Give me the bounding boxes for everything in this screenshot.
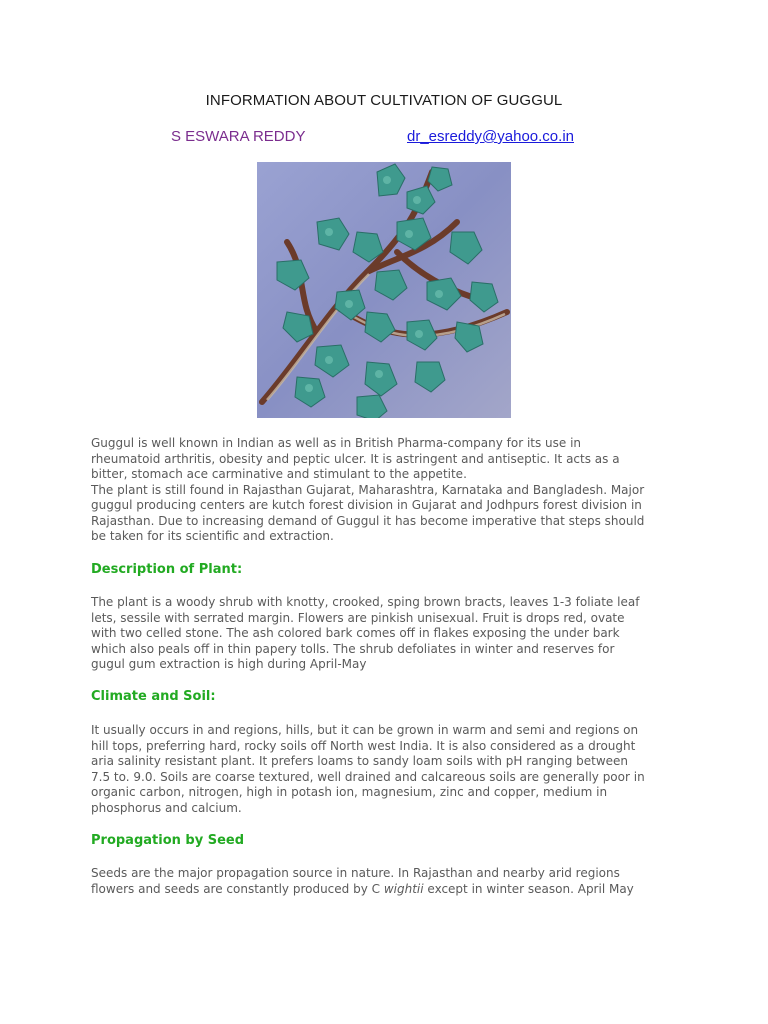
plant-illustration [257, 162, 511, 418]
document-title: INFORMATION ABOUT CULTIVATION OF GUGGUL [205, 92, 563, 109]
species-name: wightii [383, 881, 424, 896]
description-line: The plant is a woody shrub with knotty, crooked, sping brown bracts, leaves 1-3 foliate leaf [91, 595, 640, 609]
climate-line: 7.5 to. 9.0. Soils are coarse textured, well drained and calcareous soils are generally poor in [91, 769, 645, 784]
climate-line: phosphorus and calcium. [91, 800, 242, 815]
propagation-line: Seeds are the major propagation source in nature. In Rajasthan and nearby arid regions [91, 866, 620, 880]
intro-line: rheumatoid arthritis, obesity and peptic ulcer. It is astringent and antiseptic. It acts as a [91, 451, 620, 466]
climate-line: It usually occurs in and regions, hills, but it can be grown in warm and semi and regions on [91, 723, 639, 737]
intro-line: Rajasthan. Due to increasing demand of Guggul it has become imperative that steps should [91, 513, 645, 528]
section-heading-climate: Climate and Soil: [91, 689, 216, 704]
description-line: lets, sessile with serrated margin. Flowers are pinkish unisexual. Fruit is drops red, ovate [91, 610, 625, 625]
intro-line: bitter, stomach ace carminative and stimulant to the appetite. [91, 467, 467, 481]
climate-line: aria salinity resistant plant. It prefers loams to sandy loam soils with pH ranging between [91, 754, 629, 768]
description-line: which also peals off in thin papery tolls. The shrub defoliates in winter and reserves for [91, 641, 615, 656]
propagation-text: flowers and seeds are constantly produced by C [91, 881, 384, 896]
intro-line: Guggul is well known in Indian as well as in British Pharma-company for its use in [91, 436, 582, 450]
section-heading-description: Description of Plant: [91, 562, 243, 577]
guggul-plant-photo [257, 162, 511, 418]
climate-paragraph [91, 723, 691, 816]
section-heading-propagation: Propagation by Seed [91, 833, 245, 848]
description-line: gugul gum extraction is high during April-May [91, 657, 367, 671]
propagation-line [91, 882, 691, 898]
description-paragraph [91, 595, 691, 673]
description-line: with two celled stone. The ash colored bark comes off in flakes exposing the under bark [91, 626, 620, 640]
intro-line: guggul producing centers are kutch forest division in Gujarat and Jodhpurs forest division in [91, 498, 642, 512]
author-email-link[interactable]: dr_esreddy@yahoo.co.in [407, 128, 574, 145]
propagation-text: except in winter season. April May [423, 881, 634, 896]
propagation-paragraph [91, 866, 691, 897]
climate-line: hill tops, preferring hard, rocky soils off North west India. It is also considered as a drought [91, 738, 636, 753]
author-name: S ESWARA REDDY [171, 128, 306, 145]
intro-paragraph [91, 436, 691, 545]
intro-line: be taken for its scientific and extraction. [91, 529, 334, 543]
intro-line: The plant is still found in Rajasthan Gujarat, Maharashtra, Karnataka and Bangladesh. Major [91, 482, 645, 497]
climate-line: organic carbon, nitrogen, high in potash ion, magnesium, zinc and copper, medium in [91, 785, 608, 799]
